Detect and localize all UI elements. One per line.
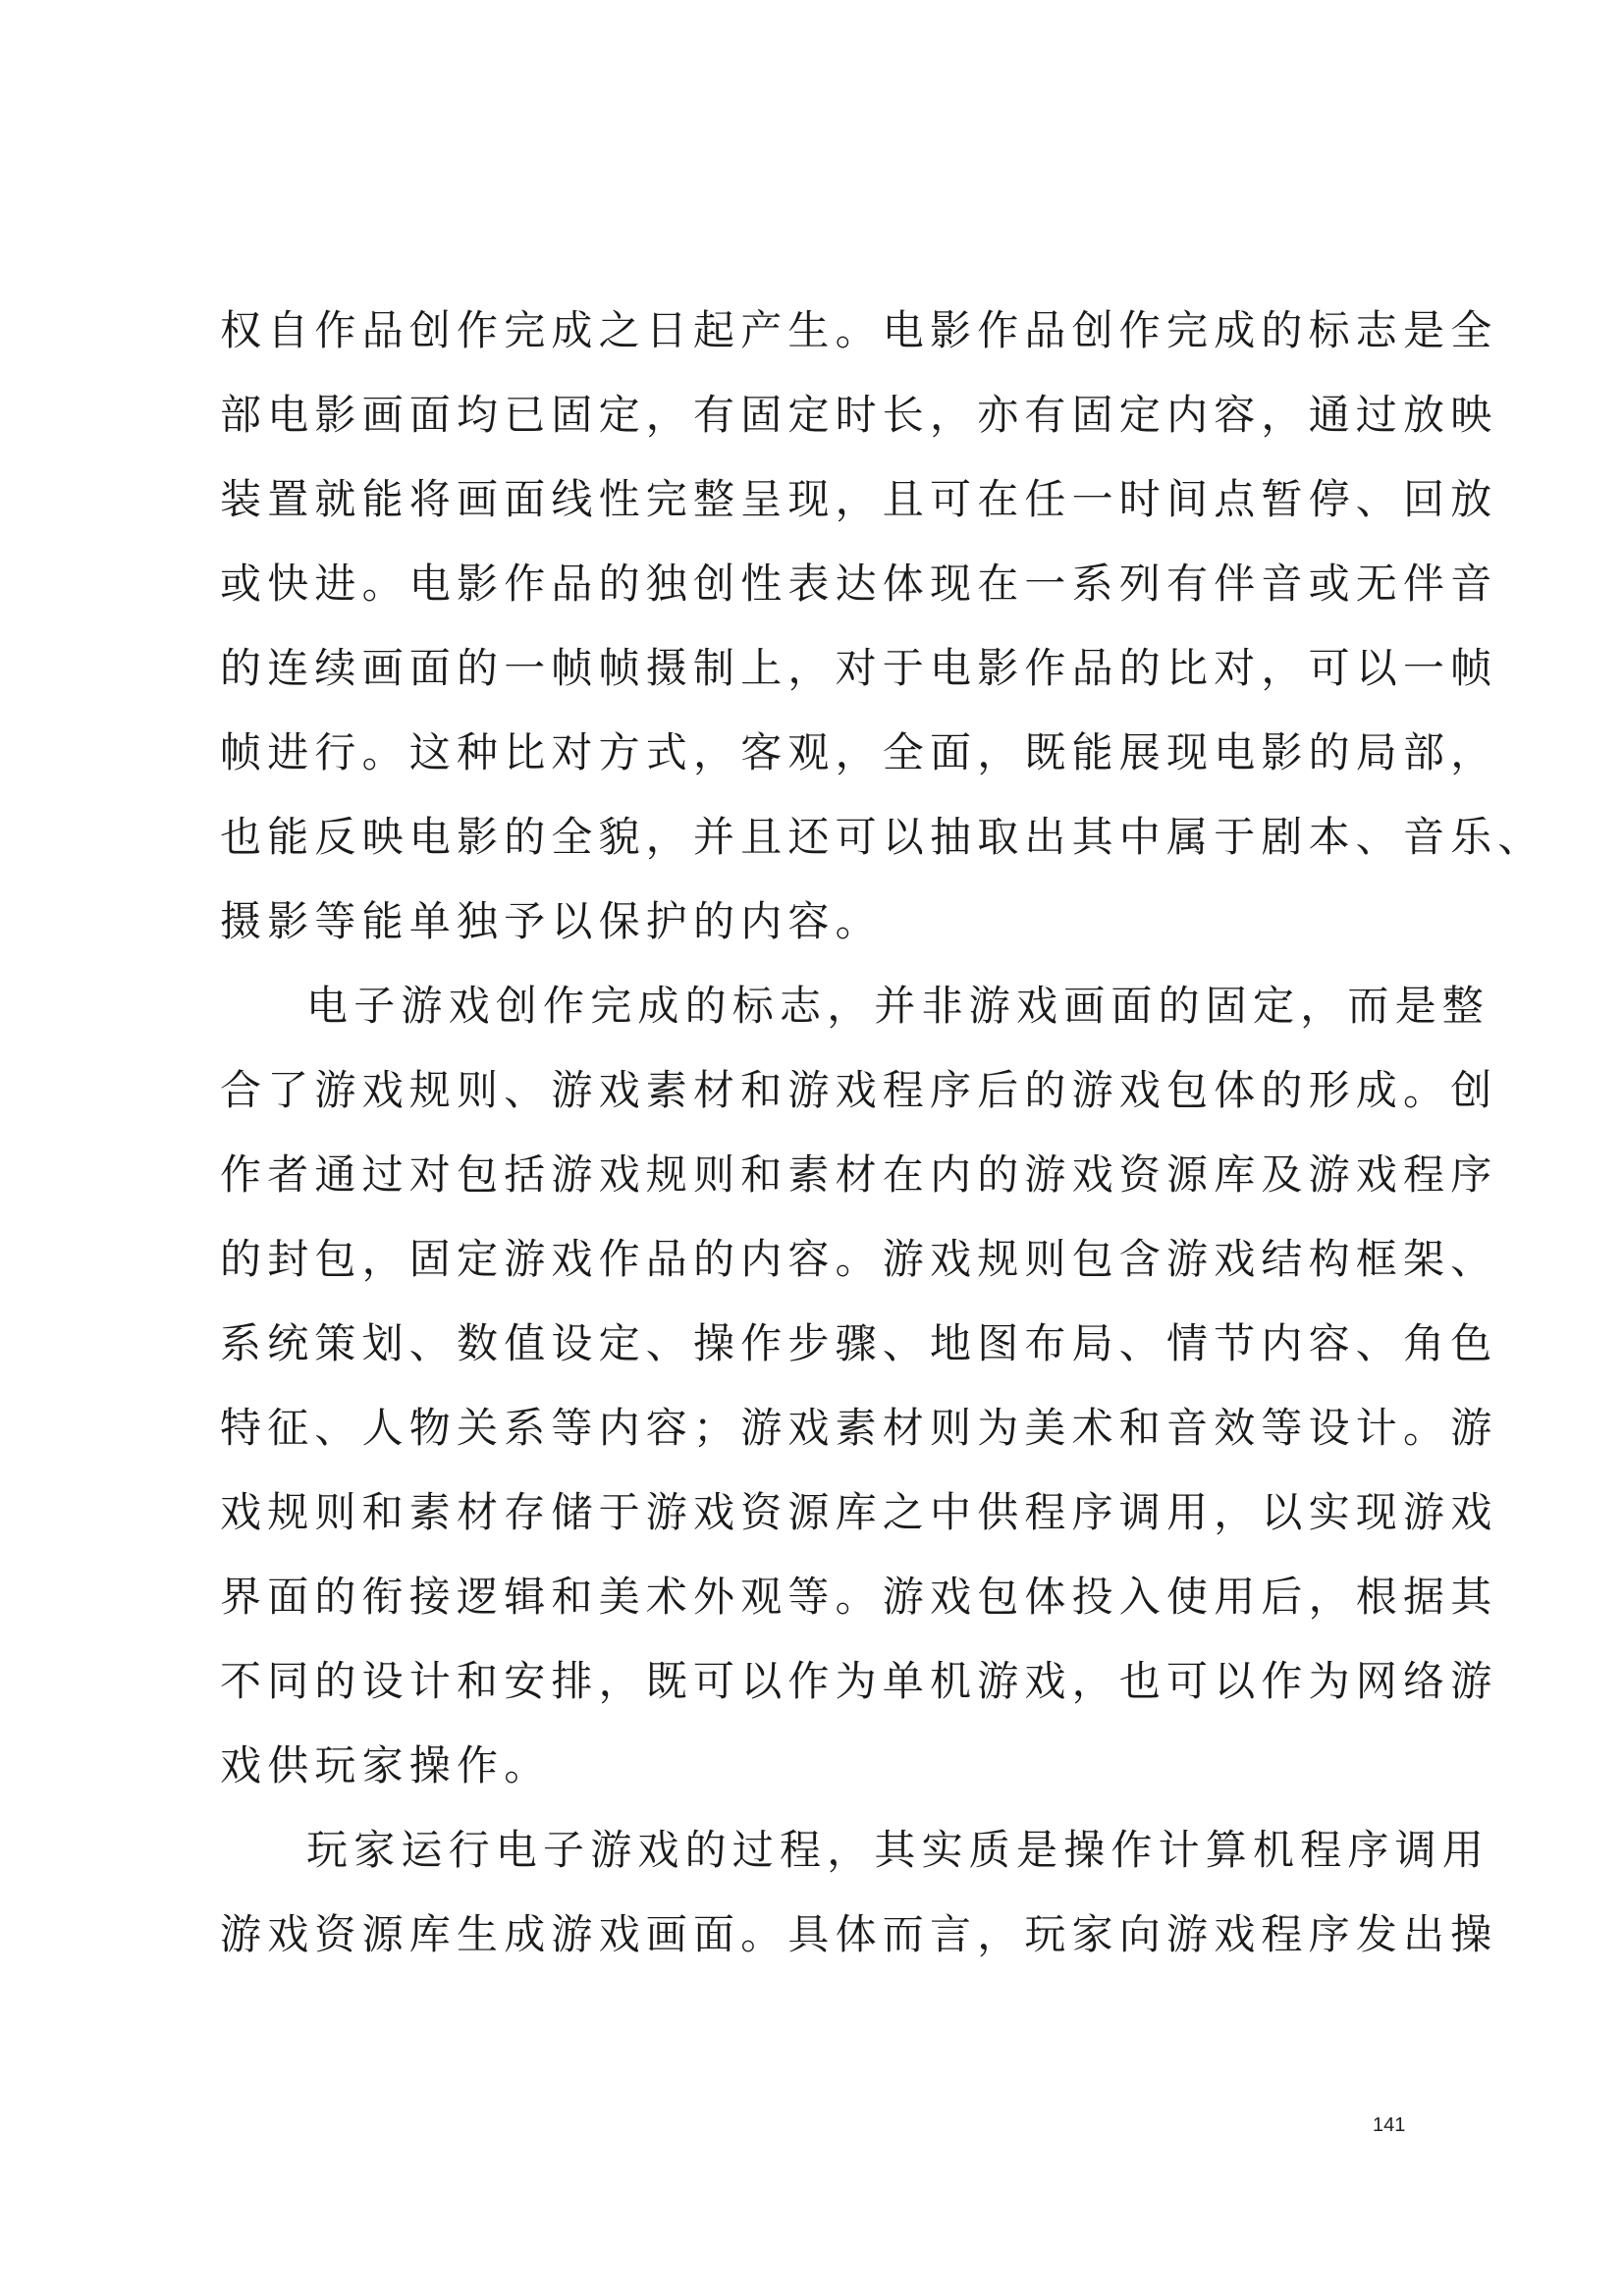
paragraph-first-line: 玩家运行电子游戏的过程，其实质是操作计算机程序调用 [306,1826,1490,1874]
text-line: 帧进行。这种比对方式，客观，全面，既能展现电影的局部， [220,728,1498,776]
text-line: 权自作品创作完成之日起产生。电影作品创作完成的标志是全 [220,306,1498,354]
text-line: 也能反映电影的全貌，并且还可以抽取出其中属于剧本、音乐、 [220,813,1545,861]
text-line: 戏规则和素材存储于游戏资源库之中供程序调用，以实现游戏 [220,1488,1498,1536]
text-line: 或快进。电影作品的独创性表达体现在一系列有伴音或无伴音 [220,560,1498,608]
text-line: 系统策划、数值设定、操作步骤、地图布局、情节内容、角色 [220,1319,1498,1367]
text-line: 不同的设计和安排，既可以作为单机游戏，也可以作为网络游 [220,1657,1498,1705]
text-line: 戏供玩家操作。 [220,1741,552,1789]
text-line: 的封包，固定游戏作品的内容。游戏规则包含游戏结构框架、 [220,1235,1498,1283]
body-text [220,296,1545,1985]
text-line: 合了游戏规则、游戏素材和游戏程序后的游戏包体的形成。创 [220,1066,1498,1114]
paragraph-first-line: 电子游戏创作完成的标志，并非游戏画面的固定，而是整 [306,982,1490,1030]
text-line: 摄影等能单独予以保护的内容。 [220,897,883,945]
text-line: 界面的衔接逻辑和美术外观等。游戏包体投入使用后，根据其 [220,1573,1498,1621]
text-line: 的连续画面的一帧帧摄制上，对于电影作品的比对，可以一帧 [220,644,1498,692]
text-line: 特征、人物关系等内容；游戏素材则为美术和音效等设计。游 [220,1404,1498,1452]
text-line: 作者通过对包括游戏规则和素材在内的游戏资源库及游戏程序 [220,1150,1498,1199]
text-line: 部电影画面均已固定，有固定时长，亦有固定内容，通过放映 [220,391,1498,439]
text-line: 装置就能将画面线性完整呈现，且可在任一时间点暂停、回放 [220,475,1498,523]
text-line: 游戏资源库生成游戏画面。具体而言，玩家向游戏程序发出操 [220,1910,1498,1958]
page-number: 141 [1373,2114,1406,2136]
